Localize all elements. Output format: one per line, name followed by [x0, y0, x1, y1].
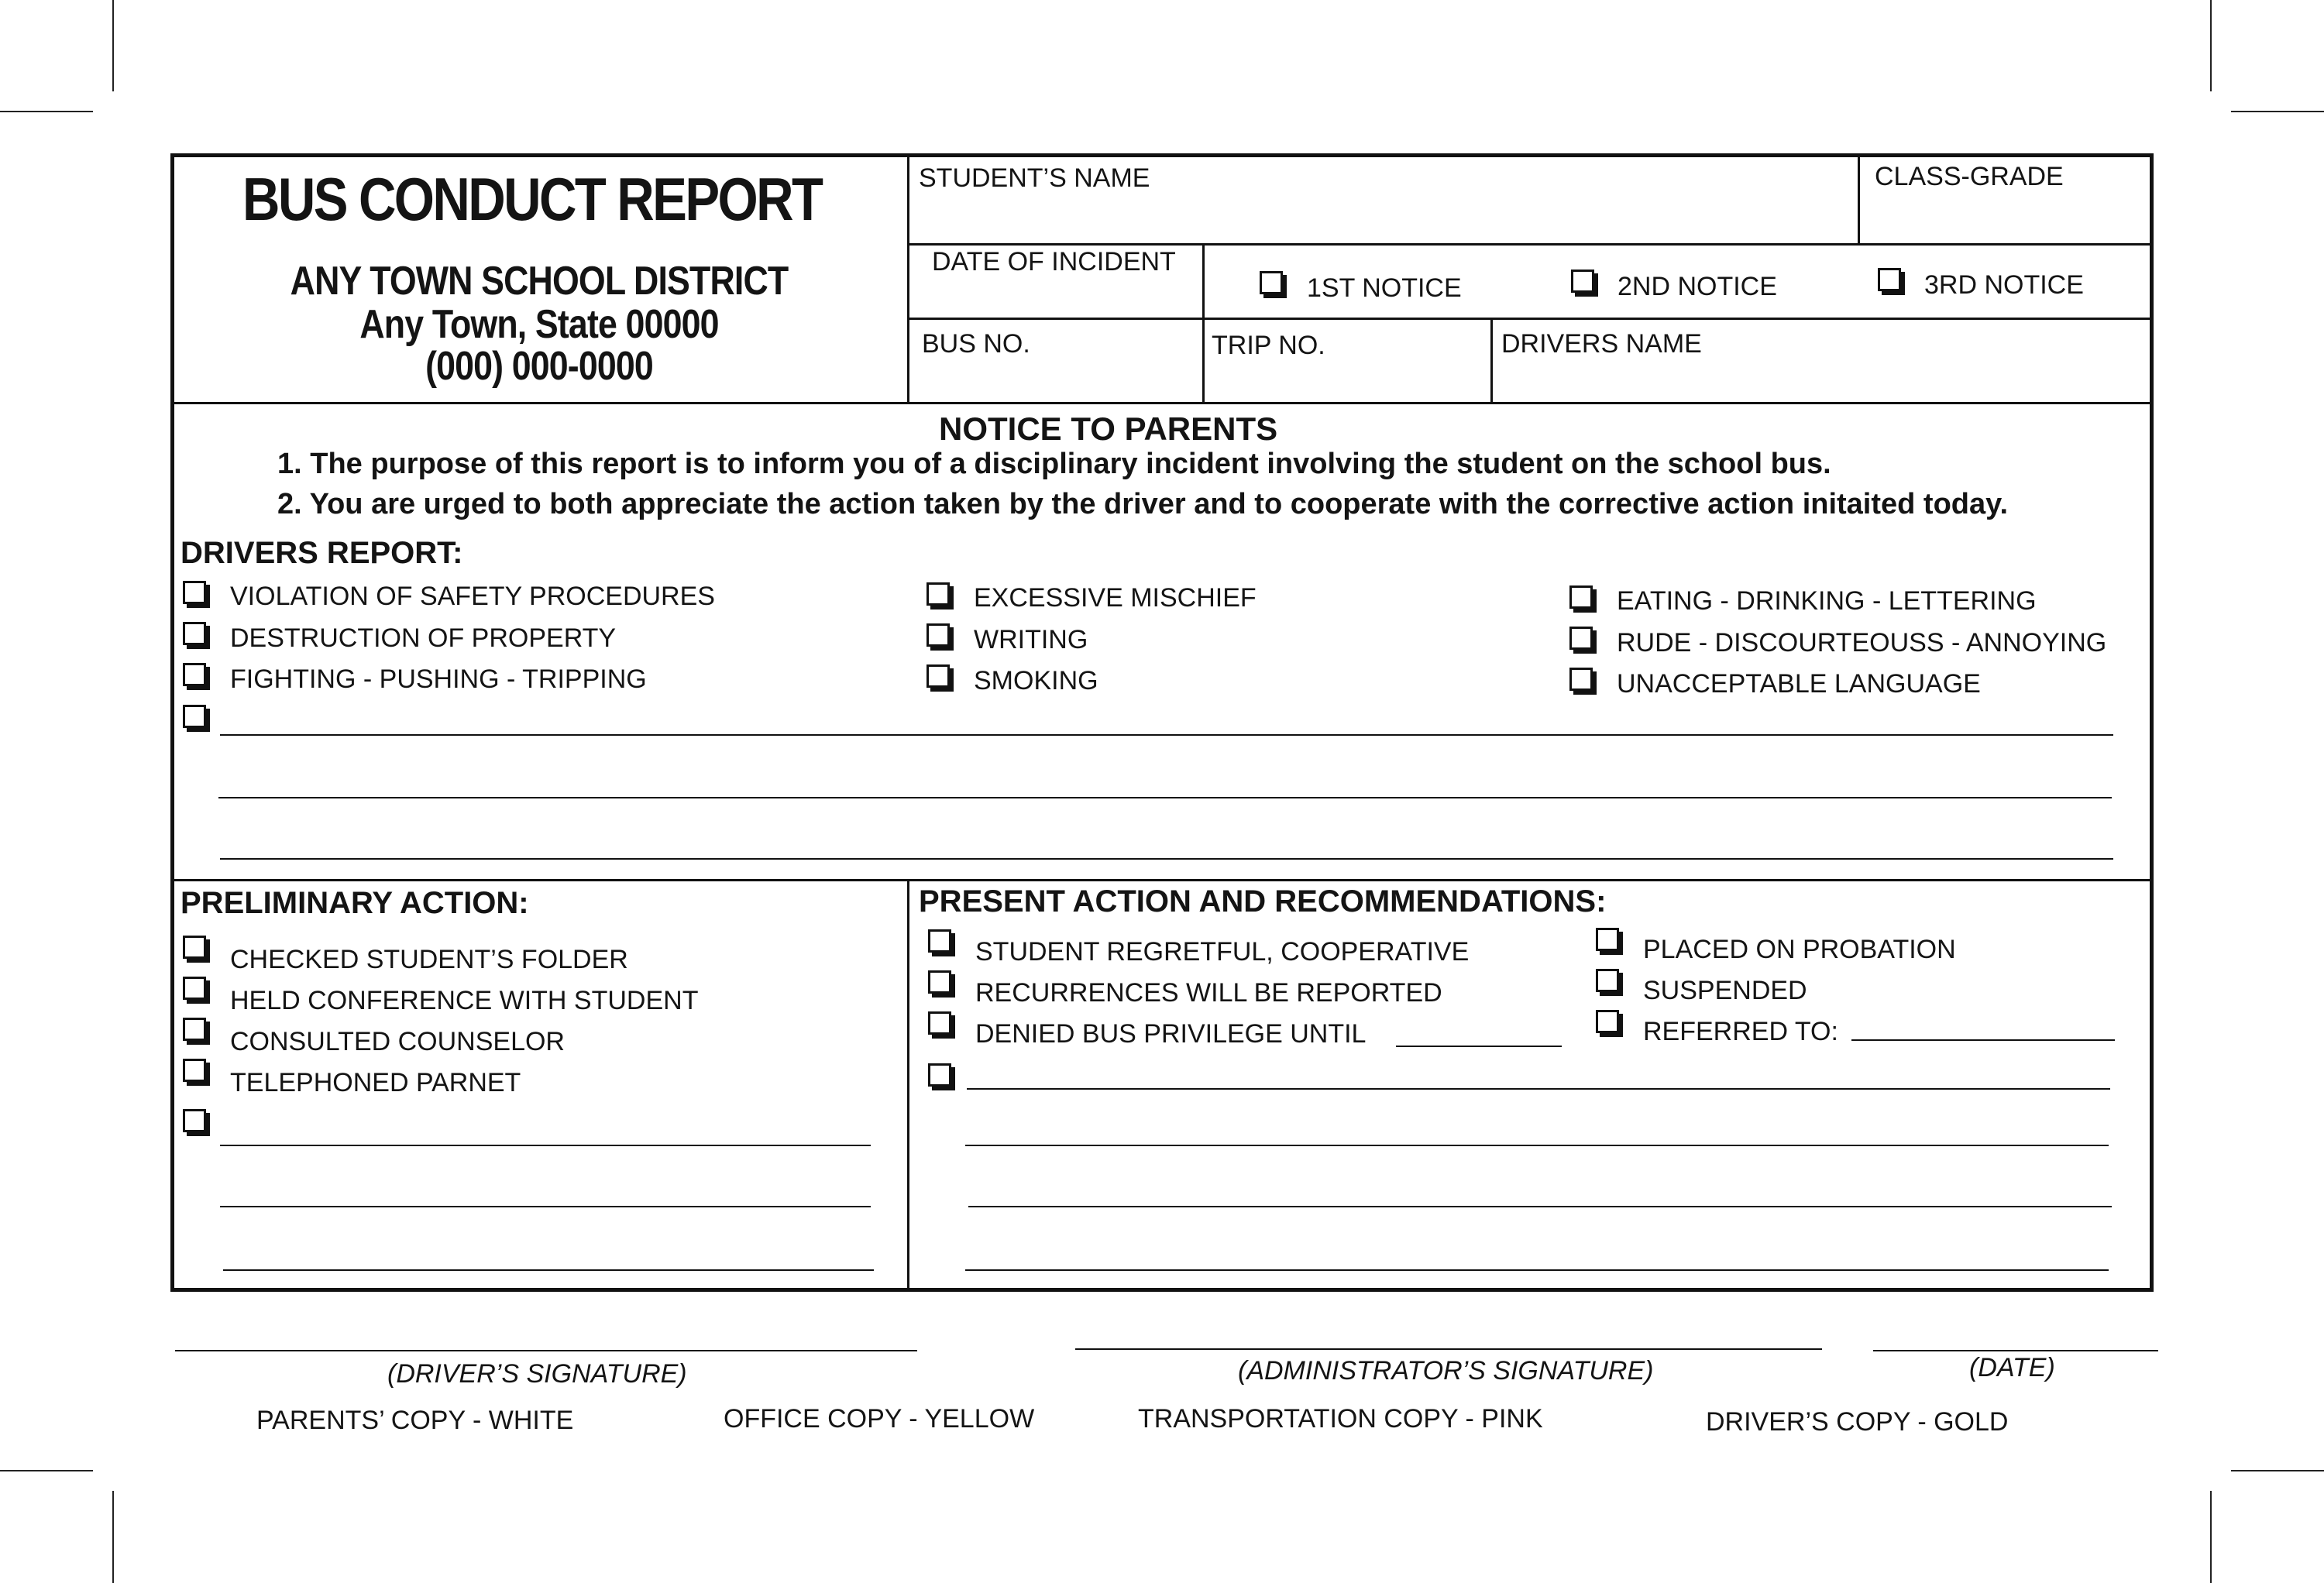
other-present-checkbox[interactable] [928, 1063, 951, 1087]
divider [1858, 153, 1860, 245]
parents-copy-label: PARENTS’ COPY - WHITE [256, 1406, 574, 1435]
language-label: UNACCEPTABLE LANGUAGE [1617, 669, 1981, 699]
recurrences-checkbox[interactable] [928, 970, 951, 994]
referred-label: REFERRED TO: [1643, 1017, 1838, 1046]
crop-mark [2210, 0, 2212, 91]
driver-signature-label: (DRIVER’S SIGNATURE) [387, 1359, 687, 1389]
transport-copy-label: TRANSPORTATION COPY - PINK [1138, 1404, 1543, 1434]
fighting-label: FIGHTING - PUSHING - TRIPPING [230, 664, 647, 694]
violation-checkbox[interactable] [183, 581, 206, 604]
notice-1-label: 1ST NOTICE [1307, 273, 1462, 303]
notice-3-checkbox[interactable] [1878, 268, 1901, 291]
notice-1-checkbox[interactable] [1260, 271, 1283, 294]
write-in-line[interactable] [967, 1088, 2110, 1090]
write-in-line[interactable] [220, 1206, 871, 1207]
checked-folder-label: CHECKED STUDENT’S FOLDER [230, 945, 628, 974]
denied-until-line[interactable] [1396, 1046, 1562, 1047]
crop-mark [2231, 111, 2324, 112]
eating-label: EATING - DRINKING - LETTERING [1617, 586, 2037, 616]
driver-signature-line[interactable] [175, 1350, 917, 1351]
divider [170, 402, 2154, 404]
eating-checkbox[interactable] [1569, 585, 1593, 609]
write-in-line[interactable] [965, 1269, 2109, 1271]
probation-checkbox[interactable] [1596, 928, 1619, 951]
mischief-label: EXCESSIVE MISCHIEF [974, 583, 1257, 613]
held-conference-label: HELD CONFERENCE WITH STUDENT [230, 986, 699, 1015]
notice-3-label: 3RD NOTICE [1924, 270, 2084, 300]
date-line[interactable] [1873, 1350, 2158, 1351]
consulted-counselor-checkbox[interactable] [183, 1018, 206, 1041]
divider [907, 243, 2154, 246]
crop-mark [112, 1491, 114, 1583]
bus-no-label: BUS NO. [922, 329, 1030, 359]
admin-signature-line[interactable] [1075, 1348, 1822, 1350]
date-label: (DATE) [1969, 1353, 2055, 1382]
drivers-name-label: DRIVERS NAME [1501, 329, 1702, 359]
admin-signature-label: (ADMINISTRATOR’S SIGNATURE) [1238, 1356, 1654, 1386]
divider [1490, 318, 1493, 403]
referred-to-line[interactable] [1851, 1039, 2115, 1041]
crop-mark [0, 1470, 93, 1471]
write-in-line[interactable] [965, 1145, 2109, 1146]
rude-checkbox[interactable] [1569, 627, 1593, 650]
divider [907, 879, 909, 1292]
district-name: ANY TOWN SCHOOL DISTRICT [290, 259, 789, 304]
telephoned-parent-label: TELEPHONED PARNET [230, 1068, 521, 1097]
drivers-report-heading: DRIVERS REPORT: [180, 536, 463, 570]
write-in-line[interactable] [218, 797, 2112, 798]
write-in-line[interactable] [220, 858, 2113, 860]
form-title: BUS CONDUCT REPORT [242, 165, 822, 233]
crop-mark [2231, 1470, 2324, 1471]
suspended-label: SUSPENDED [1643, 976, 1807, 1005]
violation-label: VIOLATION OF SAFETY PROCEDURES [230, 582, 715, 611]
write-in-line[interactable] [220, 734, 2113, 736]
office-copy-label: OFFICE COPY - YELLOW [724, 1404, 1035, 1434]
notice-heading: NOTICE TO PARENTS [939, 410, 1278, 447]
destruction-label: DESTRUCTION OF PROPERTY [230, 623, 617, 653]
crop-mark [2210, 1491, 2212, 1583]
divider [170, 879, 2154, 881]
probation-label: PLACED ON PROBATION [1643, 935, 1956, 964]
divider [907, 153, 909, 403]
student-name-label: STUDENT’S NAME [919, 163, 1150, 193]
denied-privilege-label: DENIED BUS PRIVILEGE UNTIL [975, 1019, 1367, 1049]
other-preliminary-checkbox[interactable] [183, 1109, 206, 1132]
destruction-checkbox[interactable] [183, 622, 206, 645]
district-phone: (000) 000-0000 [425, 344, 653, 389]
write-in-line[interactable] [220, 1145, 871, 1146]
mischief-checkbox[interactable] [927, 582, 950, 606]
district-address: Any Town, State 00000 [359, 302, 719, 347]
crop-mark [0, 111, 93, 112]
regretful-label: STUDENT REGRETFUL, COOPERATIVE [975, 937, 1470, 967]
divider [1202, 243, 1205, 403]
language-checkbox[interactable] [1569, 668, 1593, 691]
divider [907, 318, 2154, 320]
recurrences-label: RECURRENCES WILL BE REPORTED [975, 978, 1442, 1008]
other-report-checkbox[interactable] [183, 705, 206, 728]
fighting-checkbox[interactable] [183, 663, 206, 686]
suspended-checkbox[interactable] [1596, 969, 1619, 992]
class-grade-label: CLASS-GRADE [1875, 162, 2064, 191]
present-action-heading: PRESENT ACTION AND RECOMMENDATIONS: [919, 884, 1607, 919]
date-of-incident-label: DATE OF INCIDENT [932, 247, 1176, 276]
checked-folder-checkbox[interactable] [183, 936, 206, 959]
write-in-line[interactable] [223, 1269, 874, 1271]
regretful-checkbox[interactable] [928, 929, 951, 953]
writing-label: WRITING [974, 625, 1088, 654]
driver-copy-label: DRIVER’S COPY - GOLD [1706, 1407, 2009, 1437]
telephoned-parent-checkbox[interactable] [183, 1059, 206, 1082]
writing-checkbox[interactable] [927, 623, 950, 647]
smoking-checkbox[interactable] [927, 664, 950, 688]
write-in-line[interactable] [968, 1206, 2112, 1207]
rude-label: RUDE - DISCOURTEOUSS - ANNOYING [1617, 628, 2107, 658]
referred-checkbox[interactable] [1596, 1010, 1619, 1033]
denied-privilege-checkbox[interactable] [928, 1011, 951, 1035]
notice-line-2: 2. You are urged to both appreciate the action taken by the driver and to cooperate with the corrective action initaited today. [277, 488, 2009, 520]
trip-no-label: TRIP NO. [1212, 331, 1325, 360]
notice-line-1: 1. The purpose of this report is to inform you of a disciplinary incident involving the student on the school bus. [277, 448, 1831, 480]
consulted-counselor-label: CONSULTED COUNSELOR [230, 1027, 565, 1056]
notice-2-checkbox[interactable] [1571, 270, 1594, 293]
crop-mark [112, 0, 114, 91]
smoking-label: SMOKING [974, 666, 1098, 695]
preliminary-heading: PRELIMINARY ACTION: [180, 886, 529, 920]
held-conference-checkbox[interactable] [183, 977, 206, 1000]
notice-2-label: 2ND NOTICE [1618, 272, 1777, 301]
